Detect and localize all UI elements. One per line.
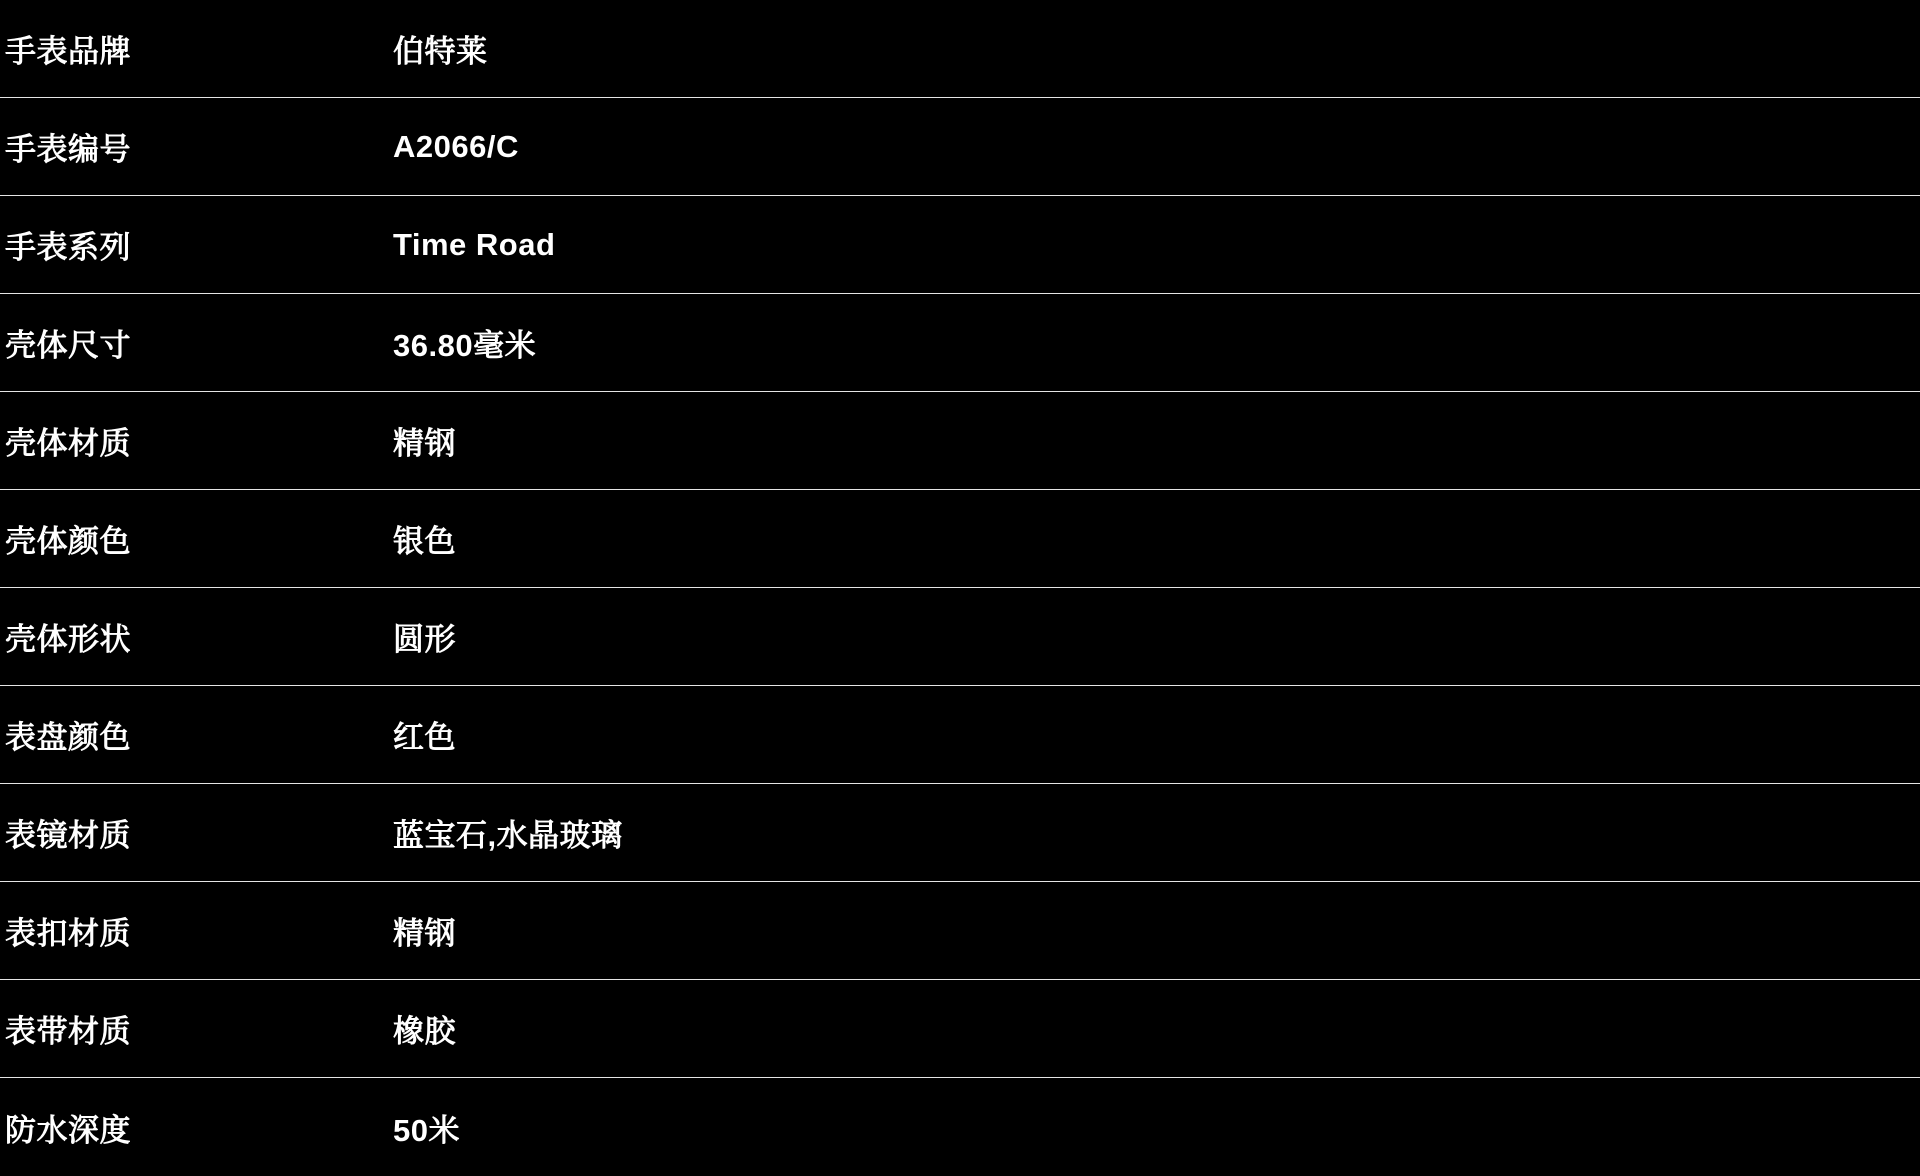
spec-value: A2066/C — [393, 128, 519, 164]
spec-value: 圆形 — [393, 622, 456, 657]
table-row — [0, 490, 1920, 588]
spec-label: 手表编号 — [5, 132, 131, 167]
spec-label: 壳体材质 — [5, 426, 131, 461]
table-row — [0, 588, 1920, 686]
spec-label: 表盘颜色 — [5, 720, 131, 755]
spec-label: 壳体尺寸 — [5, 328, 131, 363]
spec-label: 表镜材质 — [5, 818, 131, 853]
spec-label: 防水深度 — [5, 1112, 131, 1148]
spec-value: 精钢 — [393, 916, 456, 951]
spec-label: 表扣材质 — [5, 916, 131, 951]
table-row — [0, 196, 1920, 294]
spec-value: 红色 — [393, 720, 456, 755]
table-row — [0, 1078, 1920, 1176]
spec-value: 50米 — [393, 1112, 460, 1148]
spec-value: 蓝宝石,水晶玻璃 — [393, 818, 623, 853]
spec-value: 银色 — [393, 524, 456, 559]
table-row — [0, 0, 1920, 98]
spec-label: 壳体形状 — [5, 622, 131, 657]
table-row — [0, 392, 1920, 490]
table-row — [0, 784, 1920, 882]
spec-value: 伯特莱 — [393, 34, 488, 69]
table-row — [0, 294, 1920, 392]
table-row — [0, 686, 1920, 784]
spec-label: 手表品牌 — [5, 34, 131, 69]
spec-label: 表带材质 — [5, 1014, 131, 1049]
spec-value: Time Road — [393, 226, 556, 262]
table-row — [0, 882, 1920, 980]
table-row — [0, 980, 1920, 1078]
spec-value: 精钢 — [393, 426, 456, 461]
spec-value: 36.80毫米 — [393, 328, 537, 363]
table-row — [0, 98, 1920, 196]
spec-label: 手表系列 — [5, 230, 131, 265]
spec-value: 橡胶 — [393, 1014, 456, 1049]
spec-label: 壳体颜色 — [5, 524, 131, 559]
